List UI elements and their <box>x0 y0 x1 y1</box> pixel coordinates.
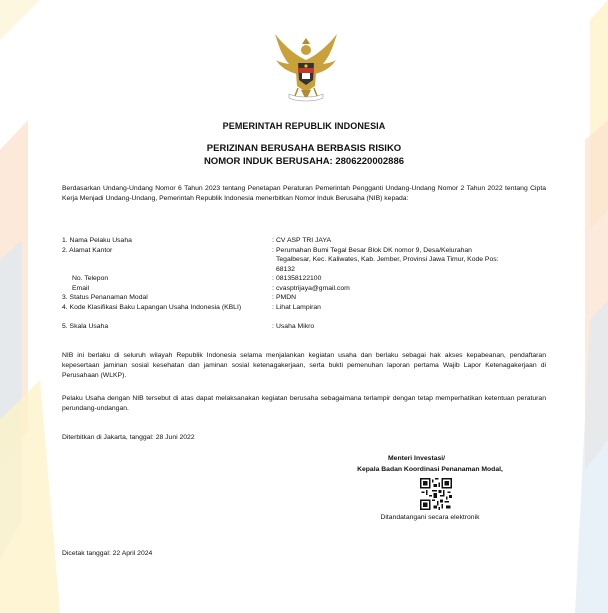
field-value: 081358122100 <box>276 275 322 282</box>
field-label: 3. Status Penanaman Modal <box>62 294 148 301</box>
signatory-title: Menteri Investasi/ <box>388 455 446 462</box>
field-row: 4. Kode Klasifikasi Baku Lapangan Usaha Indonesia (KBLI) : Lihat Lampiran <box>62 303 321 311</box>
field-value: PMDN <box>276 294 297 301</box>
business-details <box>62 236 546 331</box>
printed-date: Dicetak tanggal: 22 April 2024 <box>62 550 153 557</box>
document-title: PERIZINAN BERUSAHA BERBASIS RISIKO <box>206 143 402 154</box>
field-label: 2. Alamat Kantor <box>62 246 113 254</box>
field-value: Usaha Mikro <box>276 322 315 330</box>
field-label: No. Telepon <box>72 275 109 282</box>
signatory-office: Kepala Badan Koordinasi Penanaman Modal, <box>357 466 503 473</box>
obligation-paragraph: Pelaku Usaha dengan NIB tersebut di atas dapat melaksanakan kegiatan berusaha sebagaimana terlampir dengan tetap memperhatikan ketentuan peraturan perundang-undangan. <box>62 395 546 412</box>
field-value: Lihat Lampiran <box>276 303 321 311</box>
field-label: 5. Skala Usaha <box>62 322 109 330</box>
intro-paragraph: Berdasarkan Undang-Undang Nomor 6 Tahun 2023 tentang Penetapan Peraturan Pemerintah Pengganti Undang-Undang Nomor 2 Tahun 2022 tentang Cipta Kerja Menjadi Undang-Undang, Pemerintah Republik Indonesia menerbitkan Nomor Induk Berusaha (NIB) kepada: <box>62 185 546 202</box>
field-row: Email : cvasptrijaya@gmail.com <box>72 284 350 292</box>
issued-date: Diterbitkan di Jakarta, tanggal: 28 Juni 2022 <box>62 434 195 441</box>
field-value: CV ASP TRI JAYA <box>276 237 332 244</box>
garuda-emblem-icon <box>271 30 341 104</box>
validity-paragraph: NIB ini berlaku di seluruh wilayah Republik Indonesia selama menjalankan kegiatan usaha dan berlaku sebagai hak akses kepabeanan, pendaftaran kepesertaan jaminan sosial kesehatan dan jaminan sosial ketenagakerjaan, serta bukti pemenuhan laporan pertama Wajib Lapor Ketenagakerjaan di Perusahaan (WLKP). <box>62 352 546 379</box>
field-label: 1. Nama Pelaku Usaha <box>62 237 132 244</box>
field-value: Perumahan Bumi Tegal Besar Blok DK nomor 9, Desa/Kelurahan Tegalbesar, Kec. Kaliwates, Kab. Jember, Provinsi Jawa Timur, Kode Pos: 68132 <box>276 246 499 273</box>
field-row: 5. Skala Usaha : Usaha Mikro <box>62 322 315 330</box>
government-heading: PEMERINTAH REPUBLIK INDONESIA <box>222 121 386 131</box>
field-row: No. Telepon : 081358122100 <box>72 275 322 282</box>
qr-code-icon <box>420 478 452 510</box>
field-value: cvasptrijaya@gmail.com <box>276 284 350 292</box>
field-row: 1. Nama Pelaku Usaha : CV ASP TRI JAYA <box>62 237 332 244</box>
field-row: 3. Status Penanaman Modal : PMDN <box>62 294 297 301</box>
electronic-signature-note: Ditandatangani secara elektronik <box>380 514 480 521</box>
field-row: 2. Alamat Kantor : Perumahan Bumi Tegal Besar Blok DK nomor 9, Desa/Kelurahan Tegalbesar, Kec. Kaliwates, Kab. Jember, Provinsi Jawa Timur, Kode Pos: 68132 <box>62 246 499 273</box>
nib-number: NOMOR INDUK BERUSAHA: 2806220002886 <box>203 156 405 167</box>
field-label: Email <box>72 284 89 292</box>
field-label: 4. Kode Klasifikasi Baku Lapangan Usaha Indonesia (KBLI) <box>62 303 242 311</box>
